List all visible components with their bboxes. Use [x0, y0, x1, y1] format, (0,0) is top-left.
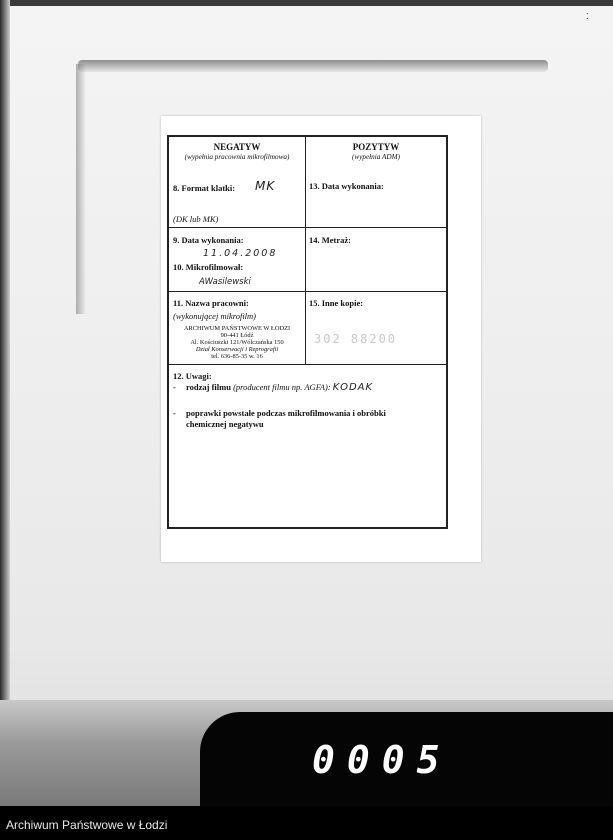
- stamp-line-3: Al. Kościuszki 121/Wólczańska 150: [190, 339, 284, 346]
- inne-kopie-cell: [305, 291, 447, 365]
- footer-bar: [0, 806, 613, 840]
- rodzaj-filmu-line: [186, 382, 373, 393]
- archive-stamp: [169, 325, 305, 360]
- metraz-cell: [305, 227, 447, 292]
- uwagi-bullet-1: -: [173, 382, 176, 392]
- stamp-line-2: 90-441 Łódź: [220, 332, 254, 339]
- mikrofilmowal-signature: AWasilewski: [199, 277, 251, 287]
- mikrofilmowal-label: 10. Mikrofilmował:: [173, 262, 244, 272]
- nazwa-pracowni-subtitle: (wykonującej mikrofilm): [173, 311, 257, 321]
- corner-mark: ⁚: [586, 12, 589, 21]
- rodzaj-filmu-hint: (producent filmu np. AGFA):: [233, 382, 331, 392]
- scan-top-edge: [0, 0, 613, 6]
- stamp-line-1: ARCHIWUM PAŃSTWOWE W ŁODZI: [183, 325, 291, 332]
- stamp-line-5: tel. 636-85-35 w. 16: [211, 353, 263, 360]
- pozytyw-subtitle: (wypełnia ADM): [352, 153, 400, 161]
- poprawki-line-1: poprawki powstałe podczas mikrofilmowania i obróbki: [186, 408, 386, 418]
- uwagi-label: 12. Uwagi:: [173, 371, 212, 381]
- metraz-label: 14. Metraż:: [309, 235, 352, 245]
- nazwa-pracowni-label: 11. Nazwa pracowni:: [173, 298, 249, 308]
- form-grid: [167, 135, 448, 529]
- pozytyw-title: POZYTYW: [352, 142, 400, 152]
- format-klatki-hint: (DK lub MK): [173, 214, 219, 224]
- frame-counter: 0005: [312, 738, 452, 782]
- frame-shadow-left: [76, 64, 86, 314]
- format-klatki-value: MK: [255, 179, 276, 193]
- data-wykonania-9-label: 9. Data wykonania:: [173, 235, 244, 245]
- inne-kopie-faded-number: 302 88200: [314, 332, 398, 346]
- negatyw-subtitle: (wypełnia pracownia mikrofilmowa): [184, 153, 290, 161]
- inne-kopie-label: 15. Inne kopie:: [309, 298, 364, 308]
- stamp-line-4: Dział Konserwacji i Reprografii: [195, 346, 279, 353]
- archive-name: Archiwum Państwowe w Łodzi: [6, 818, 168, 832]
- negatyw-title: NEGATYW: [213, 142, 261, 152]
- negatyw-cell: [168, 136, 306, 228]
- rodzaj-filmu-label: rodzaj filmu: [186, 382, 231, 392]
- frame-shadow-top: [78, 60, 548, 72]
- data-mikrofilmowal-cell: [168, 227, 306, 292]
- data-wykonania-13-label: 13. Data wykonania:: [309, 181, 384, 191]
- scan-left-edge: [0, 0, 10, 806]
- uwagi-cell: [168, 364, 447, 528]
- microfilm-form-card: [161, 116, 481, 562]
- nazwa-pracowni-cell: [168, 291, 306, 365]
- uwagi-bullet-2: -: [173, 408, 176, 418]
- rodzaj-filmu-value: KODAK: [332, 382, 374, 393]
- pozytyw-cell: [305, 136, 447, 228]
- format-klatki-label: 8. Format klatki:: [173, 183, 236, 193]
- data-wykonania-9-value: 11.04.2008: [203, 248, 278, 259]
- poprawki-line-2: chemicznej negatywu: [186, 419, 264, 429]
